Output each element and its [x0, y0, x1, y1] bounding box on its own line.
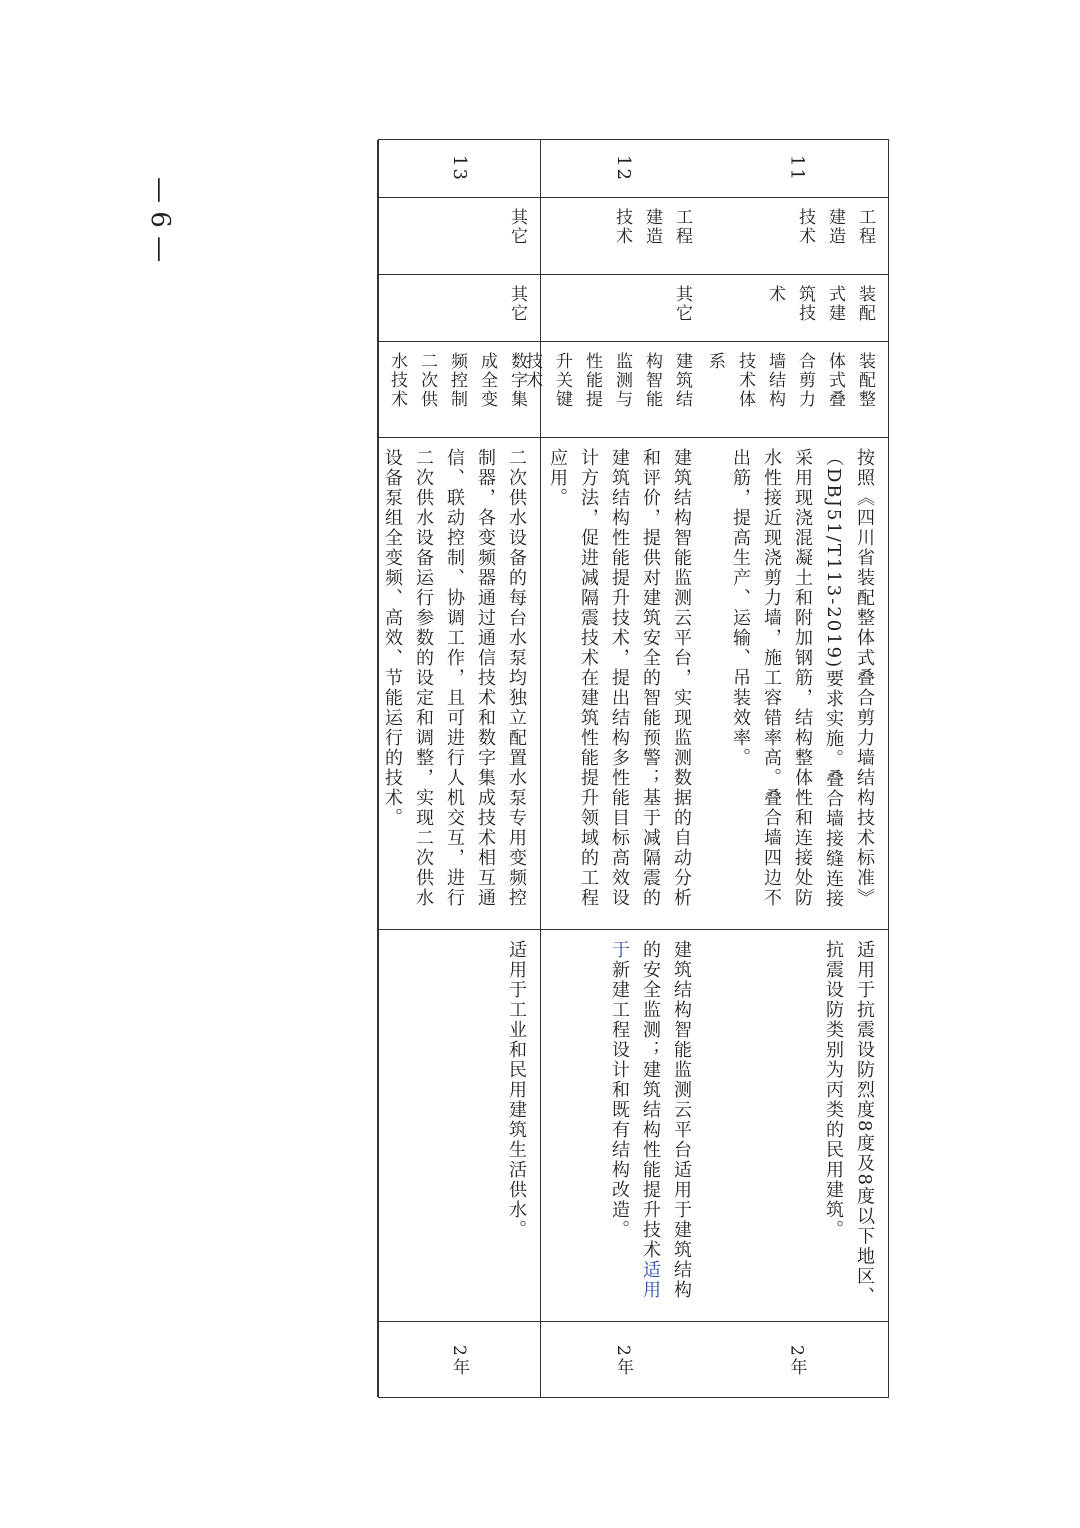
- tech-name-cell: 数字集成全变频控制二次供水技术: [378, 341, 540, 437]
- category-cell: 工程建造技术: [541, 197, 705, 274]
- period-cell: 2年: [705, 1321, 888, 1399]
- scope-cell: [541, 929, 705, 1321]
- tech-name-cell: 建筑结构智能监测与性能提升关键技术: [541, 341, 705, 437]
- technology-table: [378, 139, 889, 1398]
- row-number: 12: [613, 155, 634, 182]
- scope-link[interactable]: 适用于: [609, 940, 661, 1300]
- tech-content-cell: 按照《四川省装配整体式叠合剪力墙结构技术标准》（DBJ51/T113-2019)要求实施。叠合墙接缝连接采用现浇混凝土和附加钢筋，结构整体性和连接处防水性接近现浇剪力墙，施工容错率高。叠合墙四边不出筋，提高生产、运输、吊装效率。: [705, 437, 888, 929]
- category-cell: 工程建造技术: [705, 197, 888, 274]
- table-row: [522, 140, 705, 1397]
- page-number: — 6 —: [145, 177, 175, 263]
- period-cell: 2年: [541, 1321, 705, 1399]
- scope-text: 新建工程设计和既有结构改造。: [609, 960, 630, 1240]
- table-row: [377, 140, 540, 1397]
- scope-cell: 适用于工业和民用建筑生活供水。: [378, 929, 540, 1321]
- subcategory-cell: 装配式建筑技术: [705, 274, 888, 341]
- row-number: 13: [449, 155, 470, 182]
- tech-content-cell: 建筑结构智能监测云平台，实现监测数据的自动分析和评价，提供对建筑安全的智能预警；基于减隔震的建筑结构性能提升技术，提出结构多性能目标高效设计方法，促进减隔震技术在建筑性能提升领域的工程应用。: [541, 437, 705, 929]
- scope-text: 建筑结构智能监测云平台适用于建筑结构的安全监测；建筑结构性能提升技术: [640, 940, 692, 1300]
- table-row: [705, 140, 888, 1397]
- subcategory-cell: 其它: [541, 274, 705, 341]
- scope-cell: 适用于抗震设防烈度8度及8度以下地区、抗震设防类别为丙类的民用建筑。: [705, 929, 888, 1321]
- tech-content-cell: 二次供水设备的每台水泵均独立配置水泵专用变频控制器，各变频器通过通信技术和数字集成技术相互通信、联动控制、协调工作，且可进行人机交互，进行二次供水设备运行参数的设定和调整，实现二次供水设备泵组全变频、高效、节能运行的技术。: [378, 437, 540, 929]
- row-number: 11: [786, 155, 808, 182]
- subcategory-cell: 其它: [378, 274, 540, 341]
- period-cell: 2年: [378, 1321, 540, 1399]
- tech-name-cell: 装配整体式叠合剪力墙结构技术体系: [705, 341, 888, 437]
- category-cell: 其它: [378, 197, 540, 274]
